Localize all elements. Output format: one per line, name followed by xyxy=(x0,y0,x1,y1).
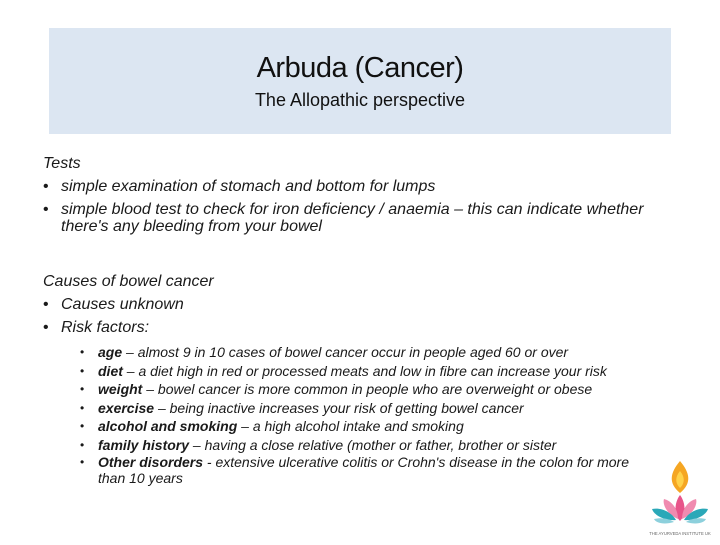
bullet-icon: • xyxy=(43,178,49,195)
diya-lamp-icon xyxy=(640,455,720,540)
risk-factor-term: age xyxy=(98,344,123,360)
risk-factor-text: - extensive ulcerative colitis or Crohn's disease in the colon for more than 10 years xyxy=(98,454,630,486)
bullet-icon: • xyxy=(80,437,85,452)
risk-factor-term: weight xyxy=(98,381,143,397)
bullet-icon: • xyxy=(43,296,49,313)
risk-factor-term: alcohol and smoking xyxy=(98,418,238,434)
risk-factor-list xyxy=(43,343,683,486)
causes-item-text: Causes unknown xyxy=(61,296,184,313)
tests-item-text: simple blood test to check for iron deficiency / anaemia – this can indicate whether there's any bleeding from your bowel xyxy=(61,201,644,235)
risk-factor-text: – almost 9 in 10 cases of bowel cancer occur in people aged 60 or over xyxy=(122,344,569,360)
risk-factor-text: – having a close relative (mother or father, brother or sister xyxy=(189,436,557,453)
bullet-icon: • xyxy=(80,345,85,359)
slide-subtitle: The Allopathic perspective xyxy=(254,90,466,110)
tests-item-text: simple examination of stomach and bottom for lumps xyxy=(61,178,436,195)
slide-content xyxy=(43,152,683,486)
tests-item xyxy=(43,175,683,198)
risk-factor-item xyxy=(43,362,683,381)
causes-item xyxy=(43,316,683,339)
bullet-icon: • xyxy=(80,382,85,396)
risk-factor-item xyxy=(43,454,658,486)
risk-factor-item xyxy=(43,343,683,362)
bullet-icon: • xyxy=(80,419,85,433)
risk-factor-text: – a diet high in red or processed meats and low in fibre can increase your risk xyxy=(122,362,607,379)
risk-factor-item xyxy=(43,417,683,436)
tests-item xyxy=(43,198,683,238)
risk-factor-item xyxy=(43,399,683,418)
risk-factor-term: family history xyxy=(98,436,190,453)
risk-factor-text: – being inactive increases your risk of getting bowel cancer xyxy=(154,399,524,416)
bullet-icon: • xyxy=(43,319,49,336)
risk-factor-text: – a high alcohol intake and smoking xyxy=(237,418,464,434)
risk-factor-item xyxy=(43,436,683,455)
bullet-icon: • xyxy=(43,201,49,218)
diya-lamp-logo xyxy=(640,455,720,540)
logo-caption: THE AYURVEDA INSTITUTE UK xyxy=(649,531,711,536)
causes-heading: Causes of bowel cancer xyxy=(43,273,214,290)
slide-title: Arbuda (Cancer) xyxy=(256,52,464,84)
tests-heading: Tests xyxy=(43,155,81,172)
causes-item xyxy=(43,293,683,316)
bullet-icon: • xyxy=(80,455,85,469)
causes-item-text: Risk factors: xyxy=(61,319,150,336)
risk-factor-term: diet xyxy=(98,362,123,379)
risk-factor-item xyxy=(43,380,683,399)
risk-factor-term: exercise xyxy=(98,399,155,416)
title-box xyxy=(49,28,671,134)
bullet-icon: • xyxy=(80,363,85,378)
risk-factor-text: – bowel cancer is more common in people who are overweight or obese xyxy=(142,381,593,397)
bullet-icon: • xyxy=(80,400,85,415)
risk-factor-term: Other disorders xyxy=(98,454,204,470)
